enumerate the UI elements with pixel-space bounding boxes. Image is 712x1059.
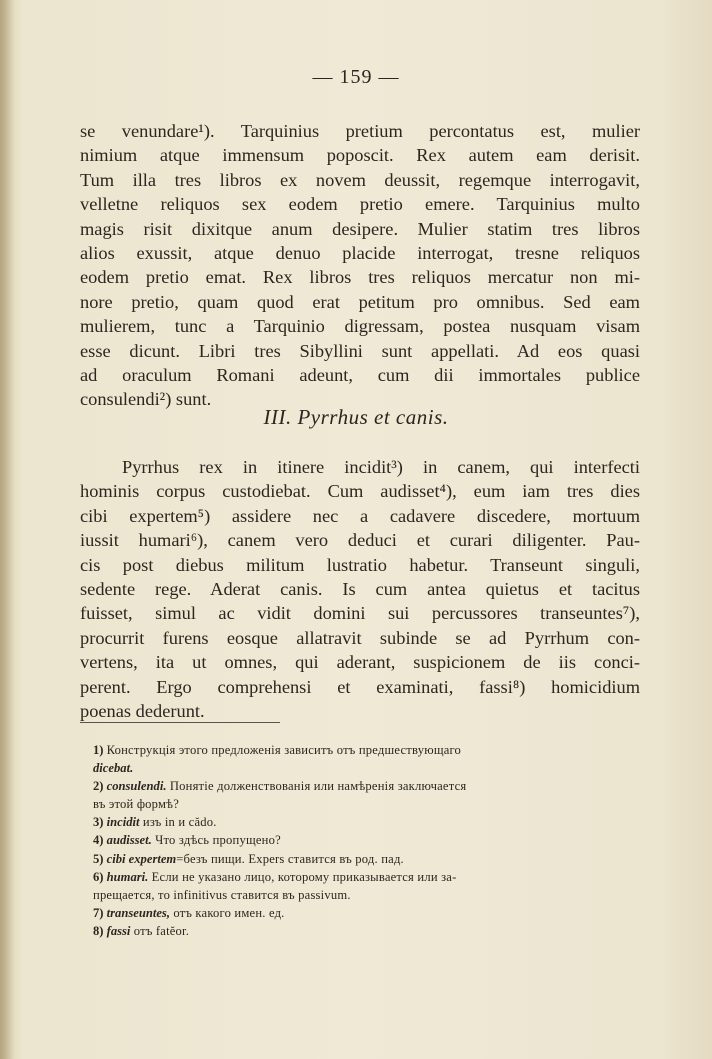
paragraph-1 <box>80 119 640 412</box>
text-line: ad oraculum Romani adeunt, cum dii immortales publice <box>80 365 640 386</box>
footnote-text: Что здѣсь пропущено? <box>151 833 281 848</box>
footnote-continuation: dicebat. <box>93 761 134 776</box>
footnote: 8) fassi отъ fatĕor. <box>93 923 190 938</box>
footnote-term: consulendi. <box>106 779 167 794</box>
footnote: 6) humari. Если не указано лицо, которому приказывается или за- прещается, то infinitivus ставится въ passivum. <box>93 869 457 902</box>
text-line: hominis corpus custodiebat. Cum audisset⁴), eum iam tres dies <box>80 481 640 502</box>
footnote: 5) cibi expertem=безъ пищи. Expers ставится въ род. пад. <box>93 851 404 866</box>
text-line: sedente rege. Aderat canis. Is cum antea quietus et tacitus <box>80 579 640 600</box>
text-line: mulierem, tunc a Tarquinio digressam, postea nusquam visam <box>80 316 640 337</box>
text-line: Pyrrhus rex in itinere incidit³) in canem, qui interfecti <box>122 457 640 477</box>
text-line: iussit humari⁶), canem vero deduci et curari diligenter. Pau- <box>80 530 640 551</box>
footnote: 3) incidit изъ in и cădo. <box>93 815 217 830</box>
footnote-text: отъ какого имен. ед. <box>169 905 285 920</box>
text-line: esse dicunt. Libri tres Sibyllini sunt appellati. Ad eos quasi <box>80 340 640 361</box>
text-line: fuisset, simul ac vidit domini sui percussores transeuntes⁷), <box>80 603 640 624</box>
page-gutter-shadow <box>0 0 14 1059</box>
text-line: consulendi²) sunt. <box>80 389 212 410</box>
footnote-number: 5 <box>93 851 100 866</box>
footnote-term: audisset. <box>106 833 152 848</box>
footnote-number: 7 <box>93 905 100 920</box>
text-line: nimium atque immensum poposcit. Rex autem eam derisit. <box>80 145 640 166</box>
footnote-text: Конструкція этого предложенія зависитъ отъ предшествующаго <box>106 743 462 757</box>
footnote-number: 1 <box>93 743 100 757</box>
footnote-term: incidit <box>106 815 140 830</box>
text-line: cibi expertem⁵) assidere nec a cadavere discedere, mortuum <box>80 505 640 526</box>
paragraph-2 <box>80 455 640 723</box>
footnote-continuation: въ этой формѣ? <box>93 797 179 812</box>
text-line: eodem pretio emat. Rex libros tres reliquos mercatur non mi- <box>80 267 640 288</box>
footnote-number: 4 <box>93 833 100 848</box>
footnote-number: 2 <box>93 779 100 794</box>
text-line: velletne reliquos sex eodem pretio emere. Tarquinius multo <box>80 194 640 215</box>
text-line: cis post diebus militum lustratio habetur. Transeunt singuli, <box>80 554 640 575</box>
text-line: poenas dederunt. <box>80 701 205 722</box>
text-line: vertens, ita ut omnes, qui aderant, suspicionem de iis conci- <box>80 652 640 673</box>
section-title: III. Pyrrhus et canis. <box>263 405 449 429</box>
footnotes <box>93 741 641 940</box>
footnote-text: Если не указано лицо, которому приказывается или за- <box>148 869 457 884</box>
text-line: magis risit dixitque anum desipere. Mulier statim tres libros <box>80 218 640 239</box>
footnote-text: отъ fatĕor. <box>130 923 190 938</box>
footnote-text: =безъ пищи. Expers ставится въ род. пад. <box>176 851 404 866</box>
footnote-number: 8 <box>93 923 100 938</box>
page-number: — 159 — <box>312 66 400 88</box>
footnote-term: fassi <box>106 923 131 938</box>
footnote: 7) transeuntes, отъ какого имен. ед. <box>93 905 285 920</box>
footnote-term: humari. <box>106 869 149 884</box>
footnote-term: cibi expertem <box>106 851 177 866</box>
footnote: 1) Конструкція этого предложенія зависитъ отъ предшествующаго dicebat. <box>93 743 462 776</box>
footnote-term: transeuntes, <box>106 905 170 920</box>
text-line: Tum illa tres libros ex novem deussit, regemque interrogavit, <box>80 169 640 190</box>
footnote-divider <box>80 722 280 723</box>
text-line: nore pretio, quam quod erat petitum pro omnibus. Sed eam <box>80 291 640 312</box>
footnote-text: Понятіе долженствованія или намѣренія заключается <box>166 779 467 794</box>
footnote-continuation: прещается, то infinitivus ставится въ passivum. <box>93 887 351 902</box>
text-line: alios exussit, atque denuo placide interrogat, tresne reliquos <box>80 243 640 264</box>
footnote: 4) audisset. Что здѣсь пропущено? <box>93 833 281 848</box>
footnote-number: 3 <box>93 815 100 830</box>
footnote-text: изъ in и cădo. <box>139 815 217 830</box>
footnote-number: 6 <box>93 869 100 884</box>
text-line: procurrit furens eosque allatravit subinde se ad Pyrrhum con- <box>80 627 640 648</box>
text-line: se venundare¹). Tarquinius pretium percontatus est, mulier <box>80 121 640 141</box>
text-line: perent. Ergo comprehensi et examinati, fassi⁸) homicidium <box>80 676 640 697</box>
footnote: 2) consulendi. Понятіе долженствованія или намѣренія заключается въ этой формѣ? <box>93 779 467 812</box>
